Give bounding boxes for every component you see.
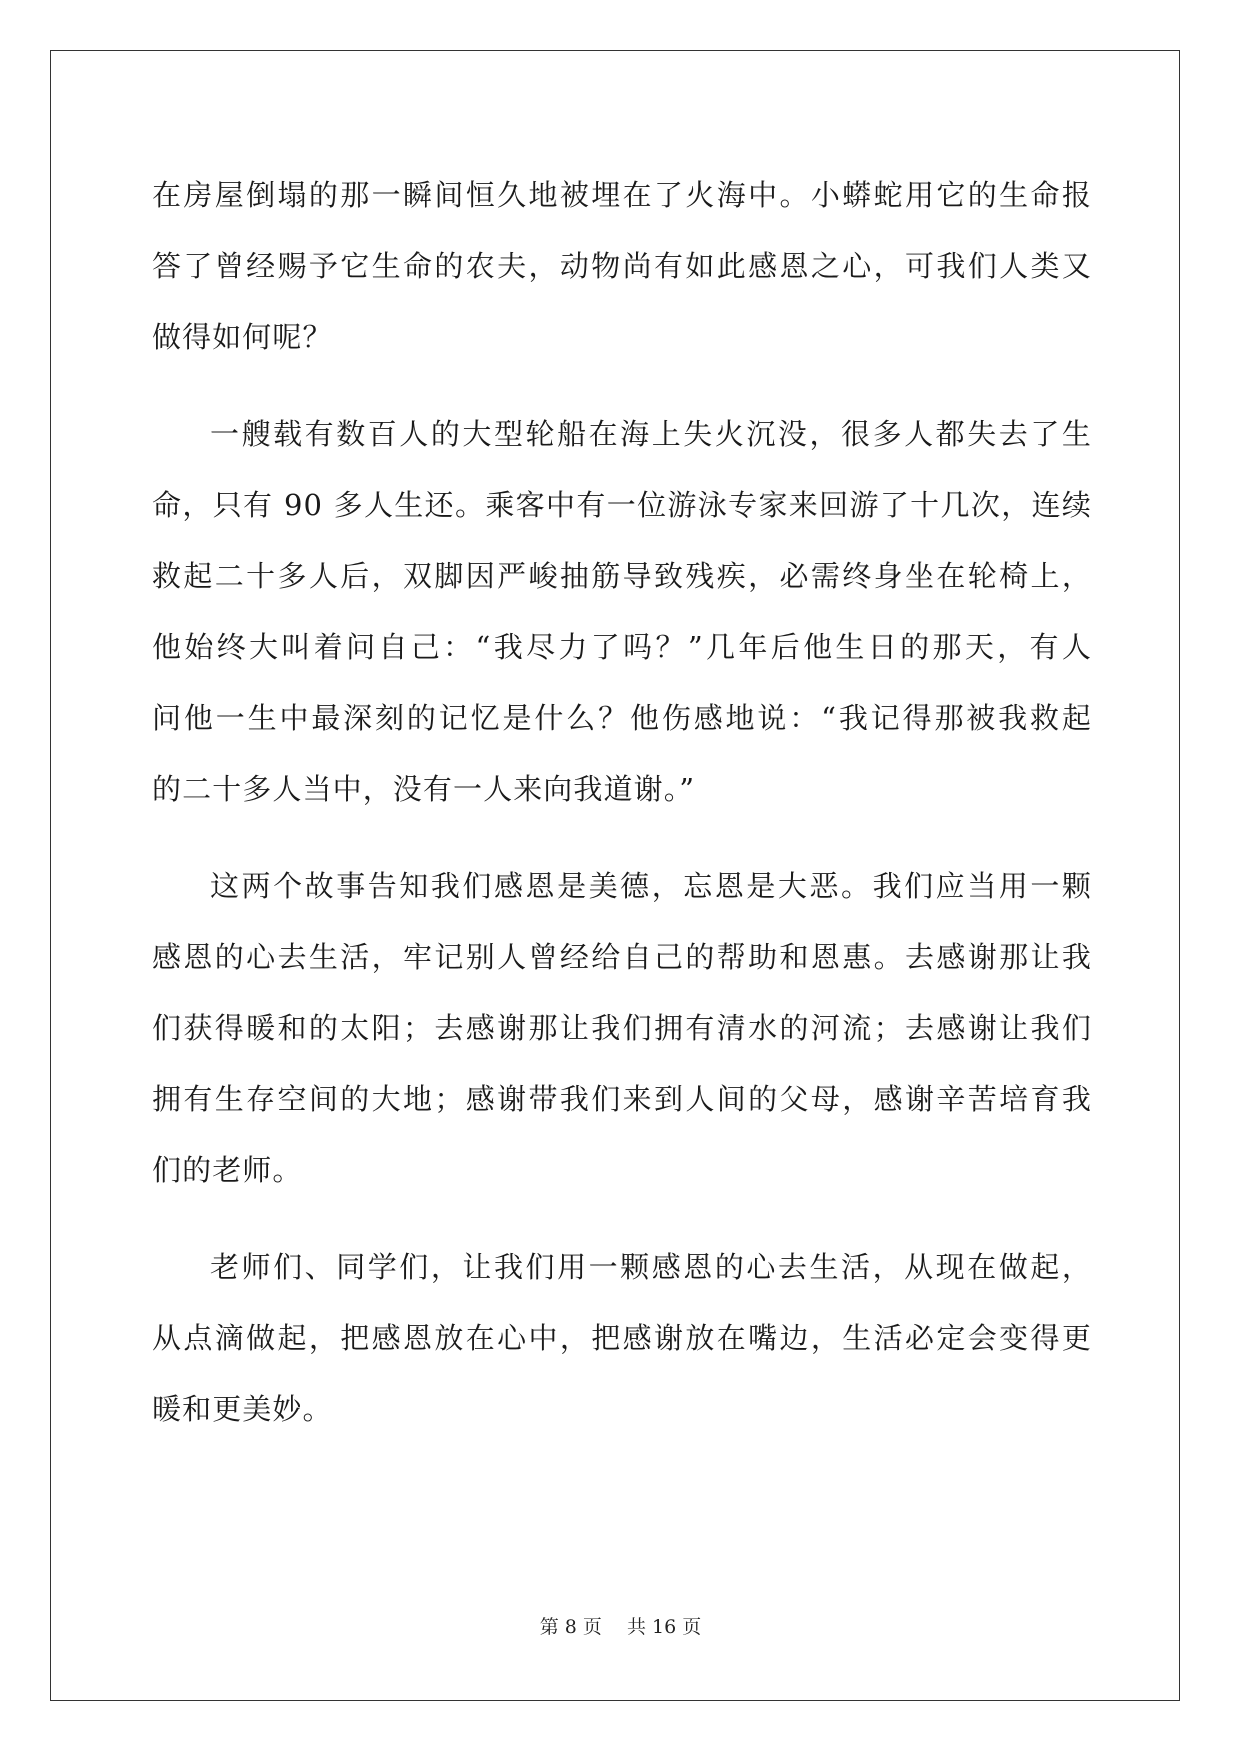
- text-line: 老师们、同学们，让我们用一颗感恩的心去生活，从现在做起，: [210, 1250, 1092, 1284]
- text-line: 们获得暖和的太阳；去感谢那让我们拥有清水的河流；去感谢让我们: [152, 1011, 1092, 1045]
- text-line: 暖和更美妙。: [152, 1392, 333, 1426]
- paragraph: [152, 851, 1092, 1206]
- text-line: 从点滴做起，把感恩放在心中，把感谢放在嘴边，生活必定会变得更: [152, 1321, 1092, 1355]
- page-number-footer: 第 8 页 共 16 页: [539, 1616, 702, 1638]
- text-line: 拥有生存空间的大地；感谢带我们来到人间的父母，感谢辛苦培育我: [152, 1082, 1092, 1116]
- text-line: 一艘载有数百人的大型轮船在海上失火沉没，很多人都失去了生: [210, 417, 1092, 451]
- document-body: [152, 160, 1092, 1445]
- text-line: 问他一生中最深刻的记忆是什么？他伤感地说：“我记得那被我救起: [152, 701, 1092, 735]
- paragraph: [152, 160, 1092, 373]
- text-line: 救起二十多人后，双脚因严峻抽筋导致残疾，必需终身坐在轮椅上，: [152, 559, 1092, 593]
- text-line: 感恩的心去生活，牢记别人曾经给自己的帮助和恩惠。去感谢那让我: [152, 940, 1092, 974]
- text-line: 的二十多人当中，没有一人来向我道谢。”: [152, 772, 696, 806]
- text-line: 在房屋倒塌的那一瞬间恒久地被埋在了火海中。小蟒蛇用它的生命报: [152, 178, 1092, 212]
- paragraph: [152, 399, 1092, 825]
- text-line: 命，只有 90 多人生还。乘客中有一位游泳专家来回游了十几次，连续: [152, 488, 1092, 522]
- text-line: 们的老师。: [152, 1153, 303, 1187]
- text-line: 他始终大叫着问自己：“我尽力了吗？”几年后他生日的那天，有人: [152, 630, 1092, 664]
- text-line: 答了曾经赐予它生命的农夫，动物尚有如此感恩之心，可我们人类又: [152, 249, 1092, 283]
- text-line: 做得如何呢？: [152, 320, 333, 354]
- text-line: 这两个故事告知我们感恩是美德，忘恩是大恶。我们应当用一颗: [210, 869, 1092, 903]
- paragraph: [152, 1232, 1092, 1445]
